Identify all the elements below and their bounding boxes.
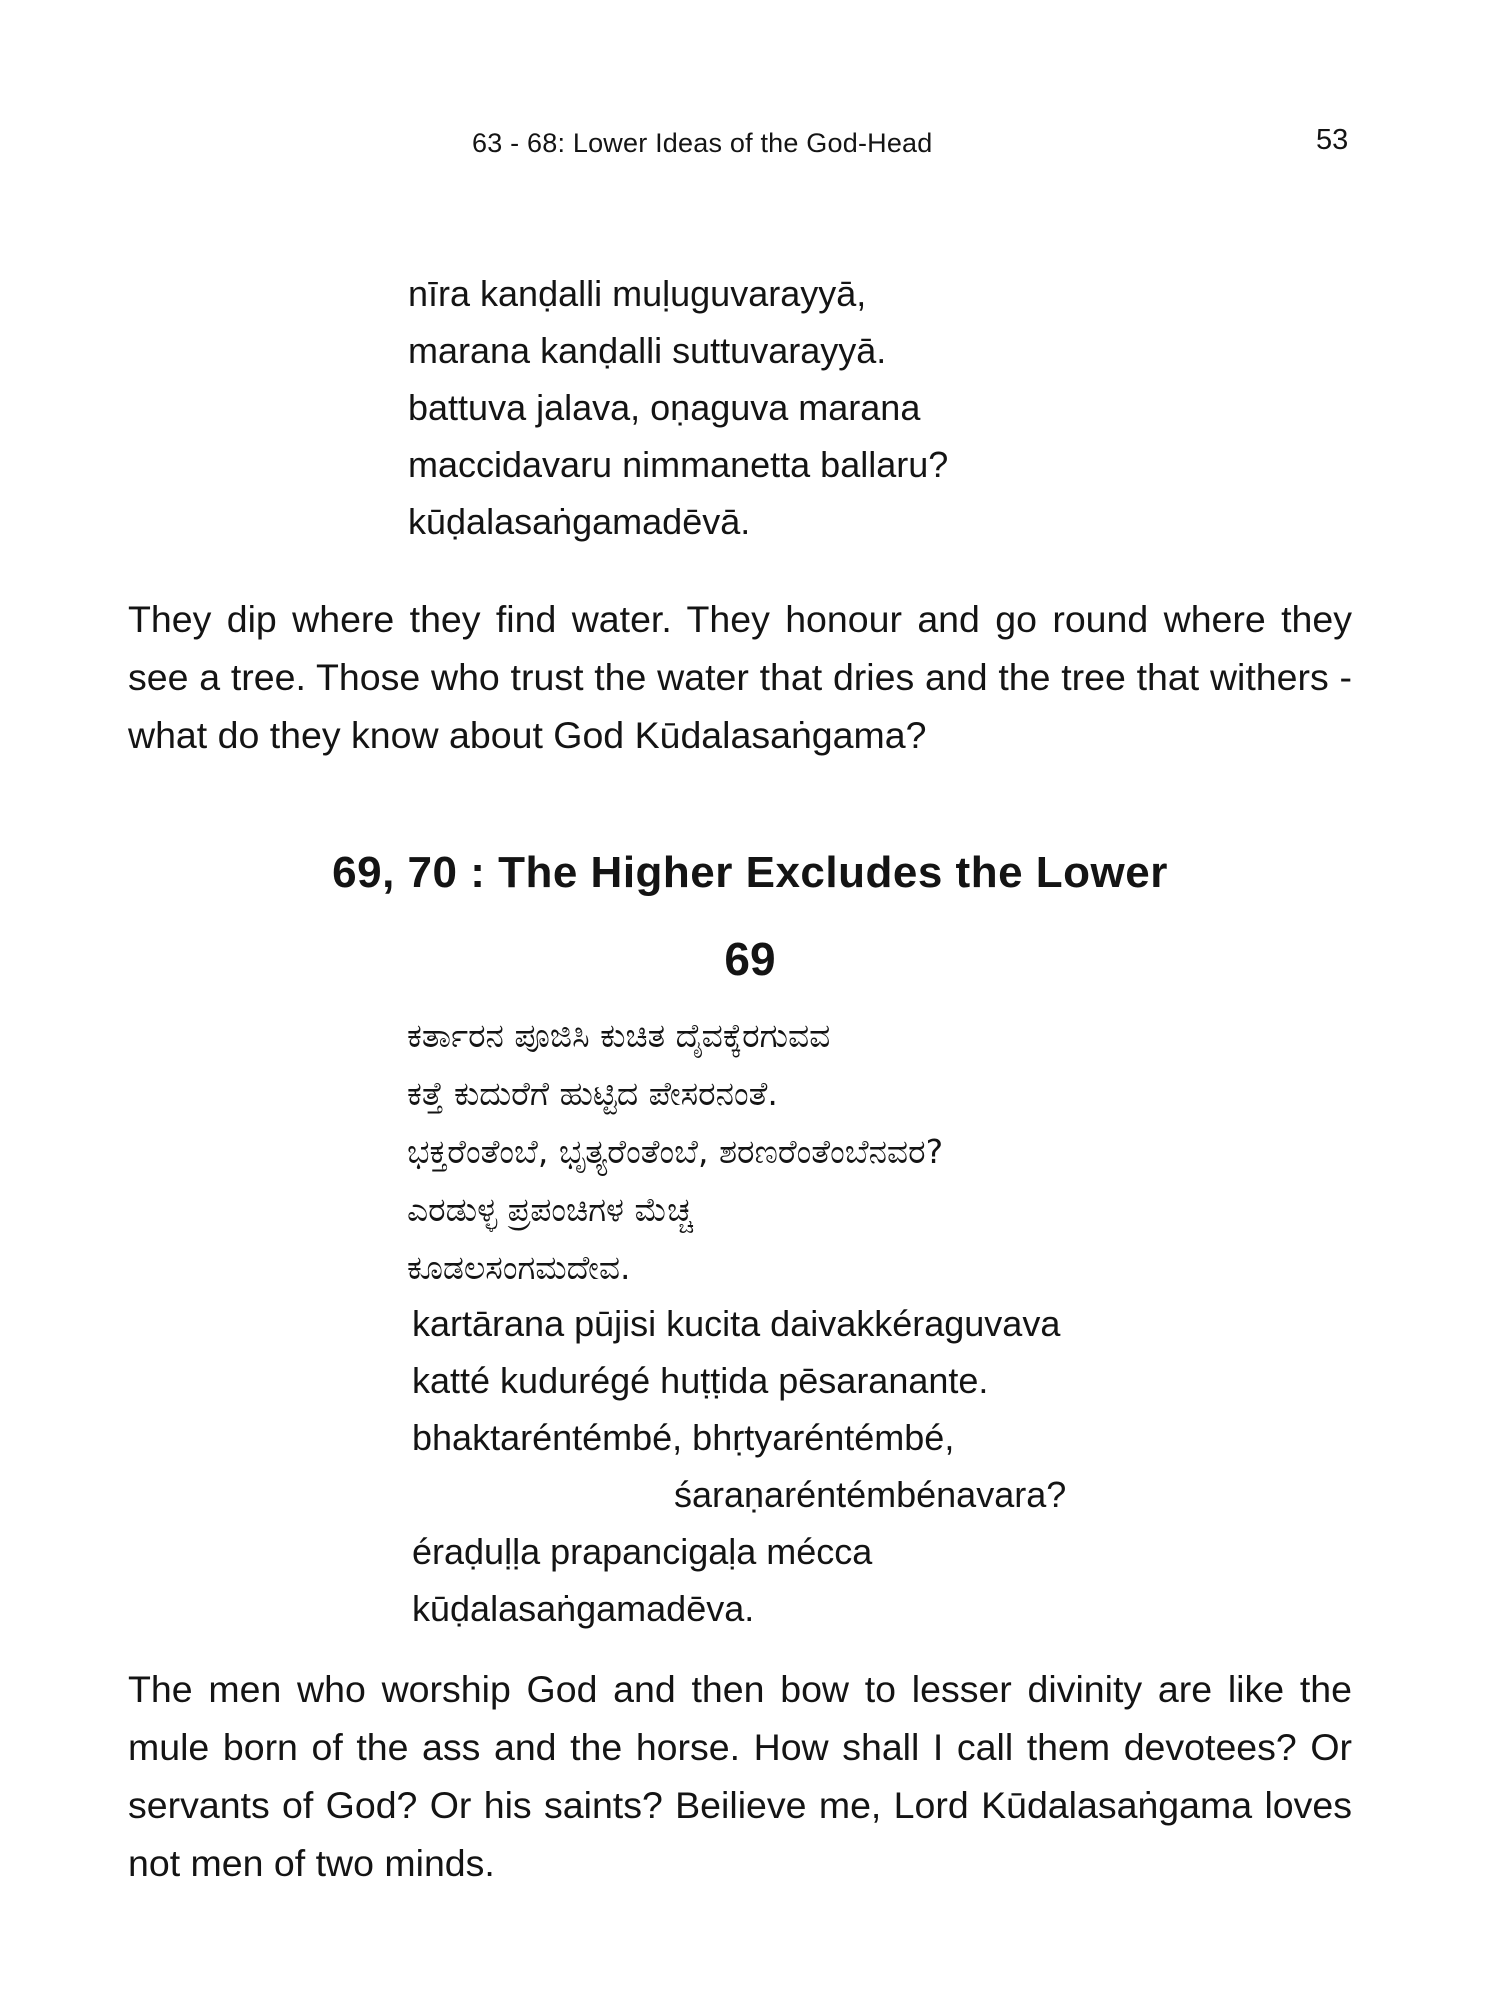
verse-line: maccidavaru nimmanetta ballaru? [408, 444, 949, 485]
verse-line: marana kanḍalli suttuvarayyā. [408, 330, 887, 371]
verse-line: battuva jalava, oṇaguva marana [408, 387, 921, 428]
kannada-verse-69 [407, 1007, 943, 1297]
verse-line: kūḍalasaṅgamadēva. [412, 1588, 755, 1629]
kannada-line: ಕರ್ತಾರನ ಪೂಜಿಸಿ ಕುಚಿತ ದೈವಕ್ಕೆರಗುವವ [407, 1016, 831, 1055]
transliterated-verse-69 [412, 1295, 1066, 1637]
verse-line: bhaktaréntémbé, bhṛtyaréntémbé, [412, 1417, 955, 1458]
verse-line: kartārana pūjisi kucita daivakkéraguvava [412, 1303, 1061, 1344]
running-header [0, 124, 1500, 162]
running-title: 63 - 68: Lower Ideas of the God-Head [472, 128, 933, 158]
page-number: 53 [1316, 124, 1349, 156]
kannada-line: ಭಕ್ತರೆಂತೆಂಬೆ, ಭೃತ್ಯರೆಂತೆಂಬೆ, ಶರಣರೆಂತೆಂಬೆನವರ? [407, 1132, 944, 1171]
kannada-line: ಎರಡುಳ್ಳ ಪ್ರಪಂಚಿಗಳ ಮೆಚ್ಚ [407, 1190, 693, 1229]
transliterated-verse-68 [408, 265, 948, 550]
verse-line: śaraṇaréntémbénavara? [674, 1474, 1067, 1515]
verse-line: éraḍuḷḷa prapancigaḷa mécca [412, 1531, 873, 1572]
kannada-line: ಕತ್ತೆ ಕುದುರೆಗೆ ಹುಟ್ಟಿದ ಪೇಸರನಂತೆ. [407, 1074, 778, 1113]
verse-line: nīra kanḍalli muḷuguvarayyā, [408, 273, 867, 314]
verse-line: kūḍalasaṅgamadēvā. [408, 501, 751, 542]
verse-line: katté kudurégé huṭṭida pēsaranante. [412, 1360, 989, 1401]
kannada-line: ಕೂಡಲಸಂಗಮದೇವ. [407, 1248, 631, 1287]
translation-paragraph-68: They dip where they find water. They honour and go round where they see a tree. Those who trust the water that dries and the tree that withers - what do they know about God Kūdalasaṅgama? [128, 598, 1352, 756]
section-heading: 69, 70 : The Higher Excludes the Lower [332, 848, 1168, 897]
verse-number: 69 [724, 933, 776, 985]
translation-paragraph-69: The men who worship God and then bow to lesser divinity are like the mule born of the ass and the horse. How shall I call them devotees? Or servants of God? Or his saints? Beilieve me, Lord Kūdalasaṅgama loves not men of two minds. [128, 1668, 1352, 1884]
